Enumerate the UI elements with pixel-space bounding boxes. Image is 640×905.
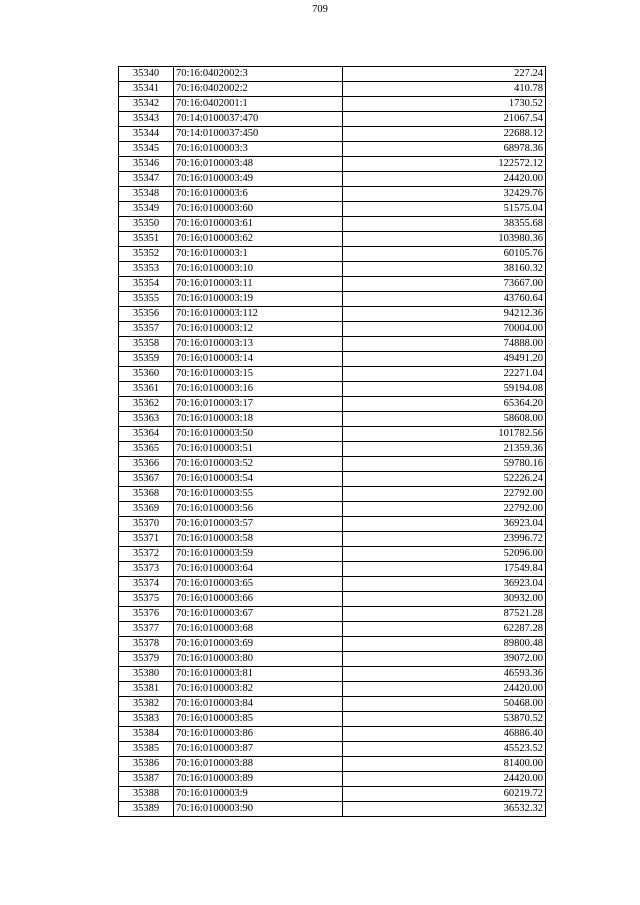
value-cell: 51575.04 [343, 202, 546, 217]
table-row [119, 427, 546, 442]
cadastral-number-cell: 70:16:0100003:16 [174, 382, 343, 397]
cadastral-number-cell: 70:14:0100037:470 [174, 112, 343, 127]
cadastral-number-cell: 70:16:0100003:10 [174, 262, 343, 277]
table-row [119, 277, 546, 292]
value-cell: 1730.52 [343, 97, 546, 112]
value-cell: 101782.56 [343, 427, 546, 442]
table-row [119, 157, 546, 172]
row-number-cell: 35378 [119, 637, 174, 652]
value-cell: 59780.16 [343, 457, 546, 472]
table-row [119, 607, 546, 622]
row-number-cell: 35361 [119, 382, 174, 397]
cadastral-number-cell: 70:16:0100003:50 [174, 427, 343, 442]
value-cell: 21359.36 [343, 442, 546, 457]
value-cell: 62287.28 [343, 622, 546, 637]
value-cell: 43760.64 [343, 292, 546, 307]
value-cell: 22271.04 [343, 367, 546, 382]
cadastral-number-cell: 70:16:0100003:81 [174, 667, 343, 682]
row-number-cell: 35372 [119, 547, 174, 562]
cadastral-number-cell: 70:16:0402001:1 [174, 97, 343, 112]
table-row [119, 82, 546, 97]
cadastral-number-cell: 70:16:0100003:90 [174, 802, 343, 817]
table-row [119, 637, 546, 652]
value-cell: 227.24 [343, 67, 546, 82]
table-row [119, 412, 546, 427]
row-number-cell: 35352 [119, 247, 174, 262]
table-row [119, 652, 546, 667]
row-number-cell: 35386 [119, 757, 174, 772]
row-number-cell: 35342 [119, 97, 174, 112]
table-row [119, 187, 546, 202]
cadastral-number-cell: 70:16:0402002:3 [174, 67, 343, 82]
cadastral-number-cell: 70:16:0100003:3 [174, 142, 343, 157]
row-number-cell: 35351 [119, 232, 174, 247]
table-row [119, 142, 546, 157]
cadastral-number-cell: 70:16:0100003:87 [174, 742, 343, 757]
cadastral-number-cell: 70:16:0100003:68 [174, 622, 343, 637]
row-number-cell: 35367 [119, 472, 174, 487]
cadastral-number-cell: 70:16:0100003:89 [174, 772, 343, 787]
table-row [119, 622, 546, 637]
table-row [119, 532, 546, 547]
cadastral-number-cell: 70:16:0100003:56 [174, 502, 343, 517]
value-cell: 81400.00 [343, 757, 546, 772]
cadastral-number-cell: 70:16:0100003:6 [174, 187, 343, 202]
cadastral-number-cell: 70:16:0100003:67 [174, 607, 343, 622]
value-cell: 73667.00 [343, 277, 546, 292]
table-row [119, 577, 546, 592]
value-cell: 24420.00 [343, 172, 546, 187]
cadastral-number-cell: 70:16:0100003:15 [174, 367, 343, 382]
value-cell: 22792.00 [343, 502, 546, 517]
cadastral-number-cell: 70:16:0100003:82 [174, 682, 343, 697]
cadastral-number-cell: 70:16:0100003:85 [174, 712, 343, 727]
value-cell: 60219.72 [343, 787, 546, 802]
table-row [119, 172, 546, 187]
value-cell: 52226.24 [343, 472, 546, 487]
cadastral-number-cell: 70:16:0100003:52 [174, 457, 343, 472]
value-cell: 24420.00 [343, 772, 546, 787]
value-cell: 58608.00 [343, 412, 546, 427]
cadastral-number-cell: 70:16:0100003:69 [174, 637, 343, 652]
row-number-cell: 35377 [119, 622, 174, 637]
value-cell: 94212.36 [343, 307, 546, 322]
cadastral-number-cell: 70:16:0100003:49 [174, 172, 343, 187]
row-number-cell: 35341 [119, 82, 174, 97]
table-row [119, 757, 546, 772]
value-cell: 23996.72 [343, 532, 546, 547]
row-number-cell: 35350 [119, 217, 174, 232]
row-number-cell: 35376 [119, 607, 174, 622]
row-number-cell: 35358 [119, 337, 174, 352]
value-cell: 17549.84 [343, 562, 546, 577]
cadastral-number-cell: 70:16:0100003:65 [174, 577, 343, 592]
row-number-cell: 35343 [119, 112, 174, 127]
value-cell: 74888.00 [343, 337, 546, 352]
table-row [119, 562, 546, 577]
row-number-cell: 35385 [119, 742, 174, 757]
row-number-cell: 35360 [119, 367, 174, 382]
row-number-cell: 35363 [119, 412, 174, 427]
table-row [119, 67, 546, 82]
table-row [119, 517, 546, 532]
value-cell: 70004.00 [343, 322, 546, 337]
value-cell: 46886.40 [343, 727, 546, 742]
value-cell: 410.78 [343, 82, 546, 97]
row-number-cell: 35344 [119, 127, 174, 142]
table-row [119, 712, 546, 727]
row-number-cell: 35379 [119, 652, 174, 667]
page-number: 709 [312, 4, 328, 15]
value-cell: 53870.52 [343, 712, 546, 727]
row-number-cell: 35346 [119, 157, 174, 172]
row-number-cell: 35382 [119, 697, 174, 712]
row-number-cell: 35362 [119, 397, 174, 412]
row-number-cell: 35355 [119, 292, 174, 307]
table-row [119, 217, 546, 232]
row-number-cell: 35347 [119, 172, 174, 187]
row-number-cell: 35374 [119, 577, 174, 592]
cadastral-number-cell: 70:16:0100003:80 [174, 652, 343, 667]
cadastral-number-cell: 70:16:0100003:48 [174, 157, 343, 172]
table-row [119, 667, 546, 682]
cadastral-number-cell: 70:16:0100003:19 [174, 292, 343, 307]
row-number-cell: 35380 [119, 667, 174, 682]
row-number-cell: 35381 [119, 682, 174, 697]
row-number-cell: 35389 [119, 802, 174, 817]
value-cell: 87521.28 [343, 607, 546, 622]
value-cell: 59194.08 [343, 382, 546, 397]
value-cell: 45523.52 [343, 742, 546, 757]
table-row [119, 232, 546, 247]
cadastral-number-cell: 70:16:0100003:84 [174, 697, 343, 712]
cadastral-number-cell: 70:16:0100003:9 [174, 787, 343, 802]
row-number-cell: 35373 [119, 562, 174, 577]
row-number-cell: 35370 [119, 517, 174, 532]
value-cell: 36923.04 [343, 517, 546, 532]
cadastral-number-cell: 70:16:0100003:62 [174, 232, 343, 247]
cadastral-number-cell: 70:16:0100003:51 [174, 442, 343, 457]
row-number-cell: 35345 [119, 142, 174, 157]
row-number-cell: 35384 [119, 727, 174, 742]
row-number-cell: 35354 [119, 277, 174, 292]
table-row [119, 262, 546, 277]
cadastral-number-cell: 70:16:0100003:18 [174, 412, 343, 427]
row-number-cell: 35353 [119, 262, 174, 277]
table-row [119, 382, 546, 397]
value-cell: 21067.54 [343, 112, 546, 127]
table-row [119, 97, 546, 112]
table-row [119, 802, 546, 817]
row-number-cell: 35383 [119, 712, 174, 727]
table-row [119, 307, 546, 322]
value-cell: 122572.12 [343, 157, 546, 172]
value-cell: 36923.04 [343, 577, 546, 592]
table-row [119, 547, 546, 562]
cadastral-number-cell: 70:16:0100003:88 [174, 757, 343, 772]
table-body [119, 67, 546, 817]
value-cell: 60105.76 [343, 247, 546, 262]
table-row [119, 457, 546, 472]
cadastral-number-cell: 70:16:0100003:1 [174, 247, 343, 262]
value-cell: 46593.36 [343, 667, 546, 682]
table-row [119, 322, 546, 337]
table-row [119, 247, 546, 262]
row-number-cell: 35371 [119, 532, 174, 547]
cadastral-number-cell: 70:16:0100003:112 [174, 307, 343, 322]
row-number-cell: 35349 [119, 202, 174, 217]
table-row [119, 727, 546, 742]
row-number-cell: 35388 [119, 787, 174, 802]
row-number-cell: 35356 [119, 307, 174, 322]
cadastral-number-cell: 70:16:0100003:60 [174, 202, 343, 217]
cadastral-number-cell: 70:16:0100003:12 [174, 322, 343, 337]
table-row [119, 397, 546, 412]
cadastral-number-cell: 70:16:0100003:66 [174, 592, 343, 607]
table-row [119, 442, 546, 457]
value-cell: 50468.00 [343, 697, 546, 712]
value-cell: 22688.12 [343, 127, 546, 142]
table-row [119, 472, 546, 487]
table-row [119, 352, 546, 367]
value-cell: 65364.20 [343, 397, 546, 412]
table-row [119, 682, 546, 697]
value-cell: 38355.68 [343, 217, 546, 232]
table-row [119, 112, 546, 127]
cadastral-number-cell: 70:16:0100003:17 [174, 397, 343, 412]
value-cell: 68978.36 [343, 142, 546, 157]
table-row [119, 592, 546, 607]
cadastral-number-cell: 70:16:0100003:54 [174, 472, 343, 487]
row-number-cell: 35387 [119, 772, 174, 787]
row-number-cell: 35368 [119, 487, 174, 502]
value-cell: 38160.32 [343, 262, 546, 277]
table-row [119, 697, 546, 712]
cadastral-table [118, 66, 546, 817]
cadastral-number-cell: 70:14:0100037:450 [174, 127, 343, 142]
row-number-cell: 35340 [119, 67, 174, 82]
value-cell: 22792.00 [343, 487, 546, 502]
row-number-cell: 35375 [119, 592, 174, 607]
row-number-cell: 35366 [119, 457, 174, 472]
cadastral-number-cell: 70:16:0100003:86 [174, 727, 343, 742]
value-cell: 103980.36 [343, 232, 546, 247]
table-row [119, 127, 546, 142]
row-number-cell: 35364 [119, 427, 174, 442]
table-row [119, 202, 546, 217]
table-row [119, 787, 546, 802]
value-cell: 52096.00 [343, 547, 546, 562]
cadastral-number-cell: 70:16:0402002:2 [174, 82, 343, 97]
row-number-cell: 35359 [119, 352, 174, 367]
table-row [119, 487, 546, 502]
table-row [119, 502, 546, 517]
value-cell: 39072.00 [343, 652, 546, 667]
table-row [119, 337, 546, 352]
cadastral-number-cell: 70:16:0100003:11 [174, 277, 343, 292]
value-cell: 24420.00 [343, 682, 546, 697]
row-number-cell: 35357 [119, 322, 174, 337]
value-cell: 36532.32 [343, 802, 546, 817]
cadastral-number-cell: 70:16:0100003:58 [174, 532, 343, 547]
cadastral-number-cell: 70:16:0100003:14 [174, 352, 343, 367]
cadastral-number-cell: 70:16:0100003:64 [174, 562, 343, 577]
value-cell: 49491.20 [343, 352, 546, 367]
cadastral-number-cell: 70:16:0100003:57 [174, 517, 343, 532]
value-cell: 89800.48 [343, 637, 546, 652]
cadastral-number-cell: 70:16:0100003:13 [174, 337, 343, 352]
table-row [119, 292, 546, 307]
cadastral-number-cell: 70:16:0100003:55 [174, 487, 343, 502]
table-row [119, 367, 546, 382]
table-row [119, 742, 546, 757]
cadastral-number-cell: 70:16:0100003:61 [174, 217, 343, 232]
value-cell: 32429.76 [343, 187, 546, 202]
table-row [119, 772, 546, 787]
row-number-cell: 35365 [119, 442, 174, 457]
value-cell: 30932.00 [343, 592, 546, 607]
row-number-cell: 35369 [119, 502, 174, 517]
row-number-cell: 35348 [119, 187, 174, 202]
cadastral-number-cell: 70:16:0100003:59 [174, 547, 343, 562]
